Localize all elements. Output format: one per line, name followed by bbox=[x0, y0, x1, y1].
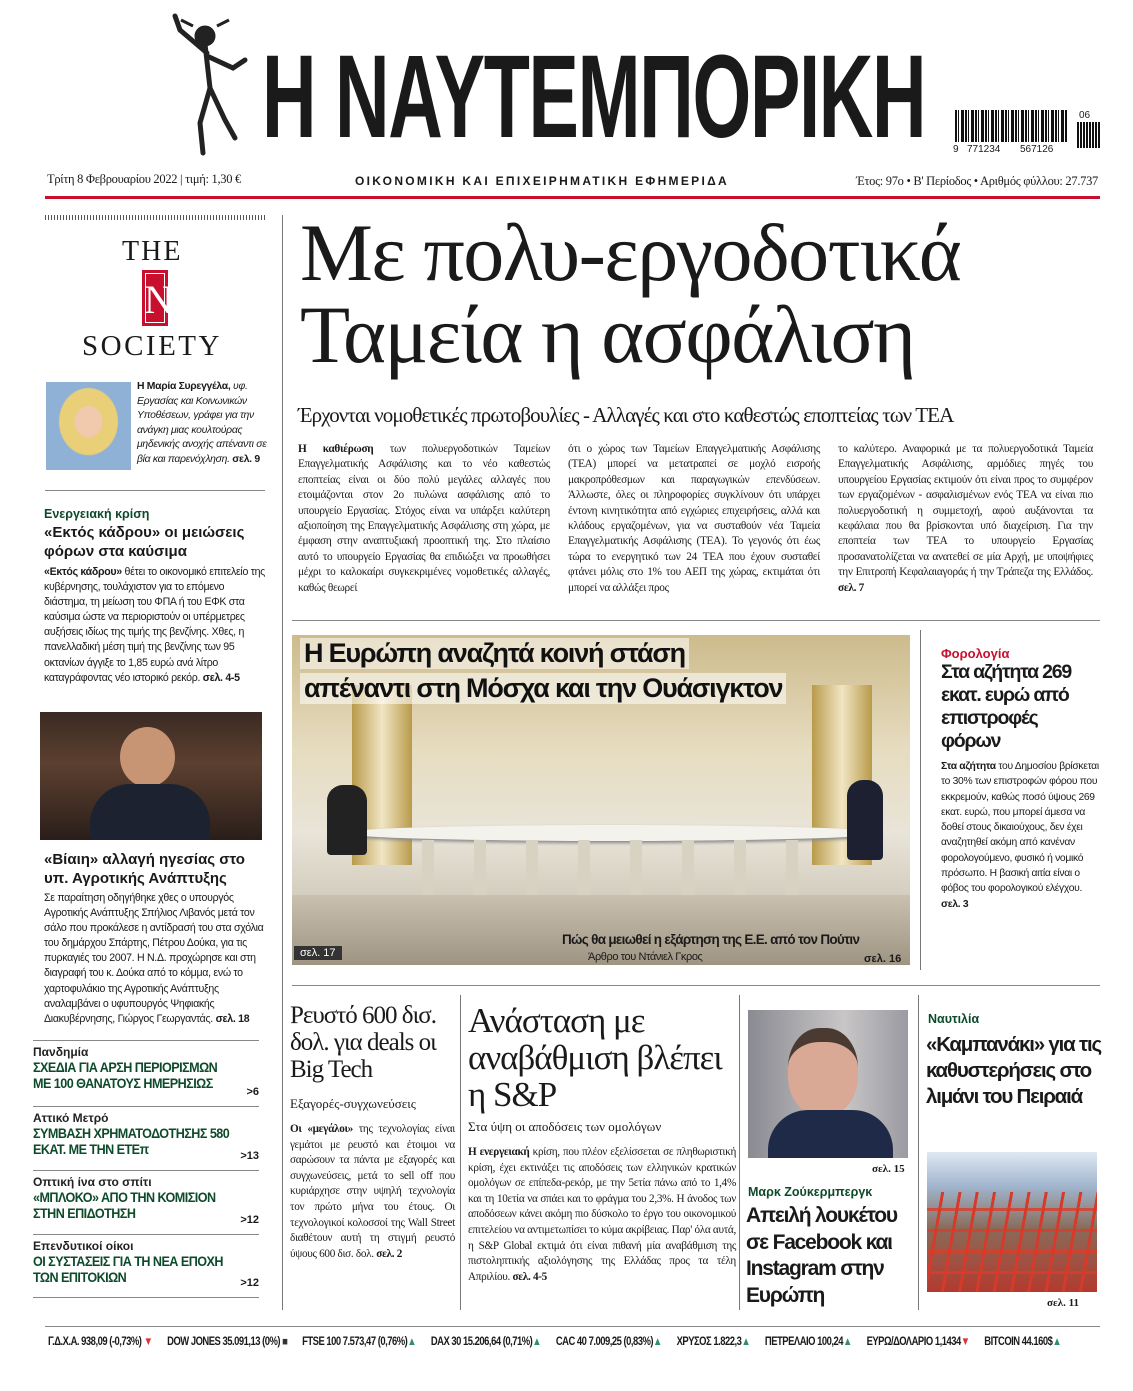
shipping-title: «Καμπανάκι» για τις καθυστερήσεις στο λιμάνι του Πειραιά bbox=[926, 1033, 1101, 1108]
bigtech-story bbox=[290, 1002, 455, 1262]
page-ref: σελ. 2 bbox=[376, 1247, 403, 1260]
brief-kicker: Επενδυτικοί οίκοι bbox=[33, 1239, 134, 1253]
page-ref: σελ. 7 bbox=[838, 581, 865, 594]
column-divider bbox=[918, 995, 919, 1310]
newspaper-title: Η ΝΑΥΤΕΜΠΟΡΙΚΗ bbox=[262, 31, 926, 163]
tax-text: του Δημοσίου βρίσκεται το 30% των επιστροφών φόρου που εκκρεμούν, καθώς ποσό ύψους 269 εκατ. ευρώ, που μπορεί άμεσα να δοθεί στους δικαιούχους, δεν έχει αναζητηθεί ακόμη από κανέναν φορολογούμενο, φυσικό ή νομικό πρόσωπο. Η βασική αιτία είναι ο φόβος του φορολογικού ελέγχου. bbox=[941, 761, 1099, 895]
brief-kicker: Οπτική ίνα στο σπίτι bbox=[33, 1175, 152, 1189]
europe-caption[interactable]: Πώς θα μειωθεί η εξάρτηση της Ε.Ε. από τον Πούτιν bbox=[562, 932, 860, 947]
up-triangle-icon: ▲ bbox=[741, 1336, 751, 1348]
page-ref: σελ. 4-5 bbox=[512, 1270, 547, 1283]
flat-square-icon: ■ bbox=[282, 1336, 288, 1348]
page-ref: σελ. 18 bbox=[215, 1012, 250, 1025]
divider bbox=[45, 490, 265, 491]
divider bbox=[45, 1326, 1100, 1327]
bigtech-body bbox=[290, 1122, 455, 1262]
ticker-item: FTSE 100 7.573,47 (0,76%)▲ bbox=[302, 1336, 417, 1348]
sp-kicker: Στα ύψη οι αποδόσεις των ομολόγων bbox=[468, 1119, 662, 1134]
column-divider bbox=[282, 215, 283, 1310]
page-ref: >12 bbox=[240, 1277, 259, 1289]
page-ref: >6 bbox=[246, 1086, 259, 1098]
lead-text-3: το καλύτερο. Αναφορικά με τα πολυεργοδοτικά Ταμεία Επαγγελματικής Ασφάλισης, αρμόδιες πηγές του υπουργείου Εργασίας εκτιμούν ότι είναι προς το συμφέρον των εργαζομένων - ασφαλισμένων ενός ΤΕΑ να είναι πιο πολυεργοδοτική η συμμετοχή, αφού αυξάνονται τα κεφάλαια που θα βρίσκονται υπό διαχείριση. Για την εποπτεία των ΤΕΑ το υπουργείο Εργασίας προσανατολίζεται να ανατεθεί σε μία Αρχή, με υποψήφιες την Επιτροπή Κεφαλαιαγοράς ή την Τράπεζα της Ελλάδος. bbox=[838, 443, 1093, 579]
lead-col-1 bbox=[298, 442, 550, 596]
up-triangle-icon: ▲ bbox=[532, 1336, 542, 1348]
down-triangle-icon: ▼ bbox=[960, 1336, 970, 1348]
ticker-item: Γ.Δ.Χ.Α. 938,09 (-0,73%) ▼ bbox=[48, 1336, 153, 1348]
sp-body bbox=[468, 1145, 736, 1285]
page-ref: σελ. 16 bbox=[864, 953, 902, 965]
europe-headline-1: Η Ευρώπη αναζητά κοινή στάση bbox=[300, 638, 689, 669]
brief-title: ΣΧΕΔΙΑ ΓΙΑ ΑΡΣΗ ΠΕΡΙΟΡΙΣΜΩΝ ΜΕ 100 ΘΑΝΑΤΟΥΣ ΗΜΕΡΗΣΙΩΣ bbox=[33, 1059, 218, 1091]
lead-col-2 bbox=[568, 442, 820, 596]
up-triangle-icon: ▲ bbox=[407, 1336, 417, 1348]
page-ref: >13 bbox=[240, 1150, 259, 1162]
lead-text-1: των πολυεργοδοτικών Ταμείων Επαγγελματικής Ασφάλισης και το νέο καθεστώς εποπτείας είναι οι δύο πολύ μεγάλες αλλαγές που ετοιμάζονται στον 2ο πυλώνα ασφάλισης από το υπουργείο Εργασίας. Στόχος είναι να υπάρξει καλύτερη αξιοποίηση της Επαγγελματικής Ασφάλισης στη χώρα, με έμφαση στην αναπτυξιακή προοπτική της. Στο πλαίσιο αυτό το υπουργείο Εργασίας θα επιδιώξει να προωθήσει μέχρι το καλοκαίρι συγκεκριμένες νομοθετικές αλλαγές, καθώς θεωρεί bbox=[298, 443, 550, 594]
lead-col-3 bbox=[838, 442, 1093, 596]
sp-title: Ανάσταση με αναβάθμιση βλέπει η S&P bbox=[468, 1001, 722, 1114]
ticker-item: BITCOIN 44.160$▲ bbox=[984, 1336, 1062, 1348]
agri-text: Σε παραίτηση οδηγήθηκε χθες ο υπουργός Αγροτικής Ανάπτυξης Σπήλιος Λιβανός μετά τον σάλο που προκάλεσε η αντίδρασή του στα σχόλια του δημάρχου Σπάρτης, Πέτρου Δούκα, για τις πυρκαγιές του 2007. Η Ν.Δ. προχώρησε και στη διαγραφή του κ. Δούκα από το κόμμα, ενώ το χαρτοφυλάκιο της Αγροτικής Ανάπτυξης αναλαμβάνει ο υφυπουργός Ψηφιακής Διακυβέρνησης, Γιώργος Γεωργαντάς. bbox=[44, 892, 264, 1025]
lead-headline-2: Ταμεία η ασφάλιση bbox=[300, 289, 915, 380]
brief-kicker: Αττικό Μετρό bbox=[33, 1111, 109, 1125]
lead-subtitle: Έρχονται νομοθετικές πρωτοβουλίες - Αλλαγές και στο καθεστώς εποπτείας των ΤΕΑ bbox=[298, 403, 954, 427]
tax-kicker: Φορολογία bbox=[941, 646, 1010, 661]
masthead-red-rule bbox=[45, 196, 1100, 199]
ticker-item: DAX 30 15.206,64 (0,71%)▲ bbox=[430, 1336, 542, 1348]
barcode bbox=[955, 110, 1105, 156]
society-the: THE bbox=[122, 236, 183, 267]
brief-item[interactable] bbox=[33, 1040, 259, 1106]
europe-caption-sub: Άρθρο του Ντάνιελ Γκρος bbox=[588, 951, 703, 963]
agri-body bbox=[44, 891, 266, 1027]
date-price: Τρίτη 8 Φεβρουαρίου 2022 | τιμή: 1,30 € bbox=[47, 172, 241, 186]
barcode-addon: 06 bbox=[1079, 110, 1091, 121]
ticker-item: CAC 40 7.009,25 (0,83%)▲ bbox=[555, 1336, 662, 1348]
energy-text: θέτει το οικονομικό επιτελείο της κυβέρνησης, τουλάχιστον για το επόμενο διάστημα, τη μείωση του ΦΠΑ ή του ΕΦΚ στα καύσιμα ώστε να περιοριστούν οι υπέρμετρες αυξήσεις ιδίως της τιμής της βενζίνης. Χθες, η πανελλαδική μέση τιμή της βενζίνης των 95 οκτανίων άγγιξε το 1,85 ευρώ ανά λίτρο καταγράφοντας νέο ιστορικό ρεκόρ. bbox=[44, 566, 265, 684]
zuckerberg-photo bbox=[748, 1010, 908, 1158]
market-ticker bbox=[48, 1332, 1073, 1350]
issue-info: Έτος: 97ο • Β' Περίοδος • Αριθμός φύλλου: 27.737 bbox=[856, 174, 1098, 188]
page-ref: σελ. 11 bbox=[1047, 1297, 1079, 1309]
bigtech-lead: Οι «μεγάλοι» bbox=[290, 1123, 353, 1135]
energy-story bbox=[44, 507, 266, 686]
page-ref: σελ. 15 bbox=[872, 1163, 905, 1175]
society-teaser bbox=[137, 380, 267, 468]
lead-lead: Η καθιέρωση bbox=[298, 443, 374, 455]
photo-page-ref: σελ. 17 bbox=[294, 946, 342, 960]
lead-text-2: ότι ο χώρος των Ταμείων Επαγγελματικής Ασφάλισης (ΤΕΑ) μπορεί να μετατραπεί σε μοχλό εισροής μακροπρόθεσμων και παραγωγικών επενδύσεων. Άλλωστε, όλες οι πληροφορίες συγκλίνουν ότι υπάρχει έντονη κινητικότητα από εγχώριες επιχειρήσεις, αλλά και κλάδους εργαζομένων, για να συσταθούν νέα Ταμεία Επαγγελματικής Ασφάλισης (ΤΕΑ). Το γεγονός ότι έως τώρα το ενεργητικό των 24 ΤΕΑ που έχουν συσταθεί φτάνει μόλις στο 1% του ΑΕΠ της χώρας, εκτιμάται ότι μπορεί να αλλάξει προς bbox=[568, 443, 820, 594]
society-n-logo: N bbox=[142, 270, 168, 326]
zuck-kicker: Μαρκ Ζούκερμπεργκ bbox=[748, 1185, 873, 1199]
tax-title: Στα αζήτητα 269 εκατ. ευρώ από επιστροφές φόρων bbox=[941, 661, 1072, 752]
energy-title: «Εκτός κάδρου» οι μειώσεις φόρων στα καύσιμα bbox=[44, 524, 245, 560]
author-photo bbox=[46, 382, 131, 470]
brief-item[interactable] bbox=[33, 1234, 259, 1298]
author-text: υφ. Εργασίας και Κοινωνικών Υποθέσεων, γράφει για την ανάγκη μιας κουλτούρας μηδενικής ανοχής απέναντι σε βία και παρενόχληση. bbox=[137, 381, 267, 465]
brief-item[interactable] bbox=[33, 1170, 259, 1234]
barcode-digit: 9 bbox=[953, 144, 959, 155]
tax-story bbox=[941, 646, 1099, 912]
down-triangle-icon: ▼ bbox=[143, 1336, 153, 1348]
tax-body bbox=[941, 759, 1099, 912]
agri-title: «Βίαιη» αλλαγή ηγεσίας στο υπ. Αγροτικής Ανάπτυξης bbox=[44, 851, 245, 887]
author-name: Η Μαρία Συρεγγέλα, bbox=[137, 381, 231, 392]
zuck-title: Απειλή λουκέτου σε Facebook και Instagram στην Ευρώπη bbox=[746, 1204, 897, 1307]
brief-item[interactable] bbox=[33, 1106, 259, 1170]
dotted-rule bbox=[45, 215, 265, 220]
up-triangle-icon: ▲ bbox=[843, 1336, 852, 1348]
barcode-digits-right: 567126 bbox=[1020, 144, 1054, 155]
agri-story bbox=[44, 850, 266, 1027]
column-divider bbox=[739, 995, 740, 1310]
column-divider bbox=[460, 995, 461, 1310]
energy-lead: «Εκτός κάδρου» bbox=[44, 566, 122, 578]
page-ref: σελ. 9 bbox=[232, 453, 260, 465]
divider bbox=[292, 620, 1100, 621]
bigtech-text: της τεχνολογίας είναι γεμάτοι με ρευστό και έτοιμοι να σαρώσουν τα πάντα με εξαγορές και συγχωνεύσεις, μετά το sell off που κυριάρχησε στην υψηλή τεχνολογία τον πρώτο μήνα του έτους. Οι τεχνολογικοί κολοσσοί της Wall Street διαθέτουν αυτή τη στιγμή ρευστό ύψους 600 δισ. δολ. bbox=[290, 1123, 455, 1260]
page-ref: σελ. 3 bbox=[941, 898, 969, 910]
tagline: ΟΙΚΟΝΟΜΙΚΗ ΚΑΙ ΕΠΙΧΕΙΡΗΜΑΤΙΚΗ ΕΦΗΜΕΡΙΔΑ bbox=[355, 174, 729, 188]
energy-body bbox=[44, 565, 266, 686]
brief-title: «ΜΠΛΟΚΟ» ΑΠΟ ΤΗΝ ΚΟΜΙΣΙΟΝ ΣΤΗΝ ΕΠΙΔΟΤΗΣΗ bbox=[33, 1189, 216, 1221]
brief-title: ΣΥΜΒΑΣΗ ΧΡΗΜΑΤΟΔΟΤΗΣΗΣ 580 ΕΚΑΤ. ΜΕ ΤΗΝ ΕΤΕπ bbox=[33, 1125, 230, 1157]
energy-kicker: Ενεργειακή κρίση bbox=[44, 507, 150, 521]
ticker-item: ΕΥΡΩ/ΔΟΛΑΡΙΟ 1,1434▼ bbox=[866, 1336, 970, 1348]
brief-kicker: Πανδημία bbox=[33, 1045, 89, 1059]
tax-lead: Στα αζήτητα bbox=[941, 761, 996, 772]
minister-photo bbox=[40, 712, 262, 840]
divider bbox=[292, 985, 1100, 986]
hermes-logo bbox=[165, 8, 255, 158]
society-label: SOCIETY bbox=[82, 330, 222, 362]
europe-headline-2: απέναντι στη Μόσχα και την Ουάσιγκτον bbox=[300, 673, 786, 704]
lead-headline-1: Με πολυ-εργοδοτικά bbox=[300, 207, 961, 298]
piraeus-port-photo bbox=[927, 1152, 1097, 1292]
ticker-item: DOW JONES 35.091,13 (0%) ■ bbox=[167, 1336, 288, 1348]
brief-title: ΟΙ ΣΥΣΤΑΣΕΙΣ ΓΙΑ ΤΗ ΝΕΑ ΕΠΟΧΗ ΤΩΝ ΕΠΙΤΟΚΙΩΝ bbox=[33, 1253, 223, 1285]
sp-lead: Η ενεργειακή bbox=[468, 1146, 530, 1158]
barcode-digits-left: 771234 bbox=[967, 144, 1001, 155]
column-divider bbox=[920, 630, 921, 970]
up-triangle-icon: ▲ bbox=[653, 1336, 662, 1348]
bigtech-title: Ρευστό 600 δισ. δολ. για deals οι Big Tech bbox=[290, 1002, 437, 1083]
sp-text: κρίση, που πλέον εξελίσσεται σε πληθωριστική κρίση, έχει εκτινάξει τις αποδόσεις των ελληνικών κρατικών ομολόγων σε επίπεδα-ρεκόρ, με την 5ετία πάνω από το 1,4% και τη 10ετία να σπάει και το φράγμα του 2,3%. Η άνοδος των αποδόσεων κάνει ακόμη πιο δύσκολο το έργο του οικονομικού επιτελείου να αντιμετωπίσει το κύμα ακρίβειας. Παρ' όλα αυτά, η S&P Global εκτιμά ότι είναι πιθανή μία αναβάθμιση της πιστοληπτικής αξιολόγησης της Ελλάδας προς τα τέλη Απριλίου. bbox=[468, 1146, 736, 1283]
ticker-item: ΧΡΥΣΟΣ 1.822,3▲ bbox=[676, 1336, 751, 1348]
page-ref: σελ. 4-5 bbox=[202, 671, 240, 684]
bigtech-kicker: Εξαγορές-συγχωνεύσεις bbox=[290, 1096, 416, 1111]
shipping-kicker: Ναυτιλία bbox=[928, 1012, 980, 1026]
ticker-item: ΠΕΤΡΕΛΑΙΟ 100,24▲ bbox=[764, 1336, 852, 1348]
briefs-list bbox=[33, 1040, 259, 1298]
page-ref: >12 bbox=[240, 1214, 259, 1226]
up-triangle-icon: ▲ bbox=[1052, 1336, 1062, 1348]
sp-story bbox=[468, 1002, 736, 1285]
